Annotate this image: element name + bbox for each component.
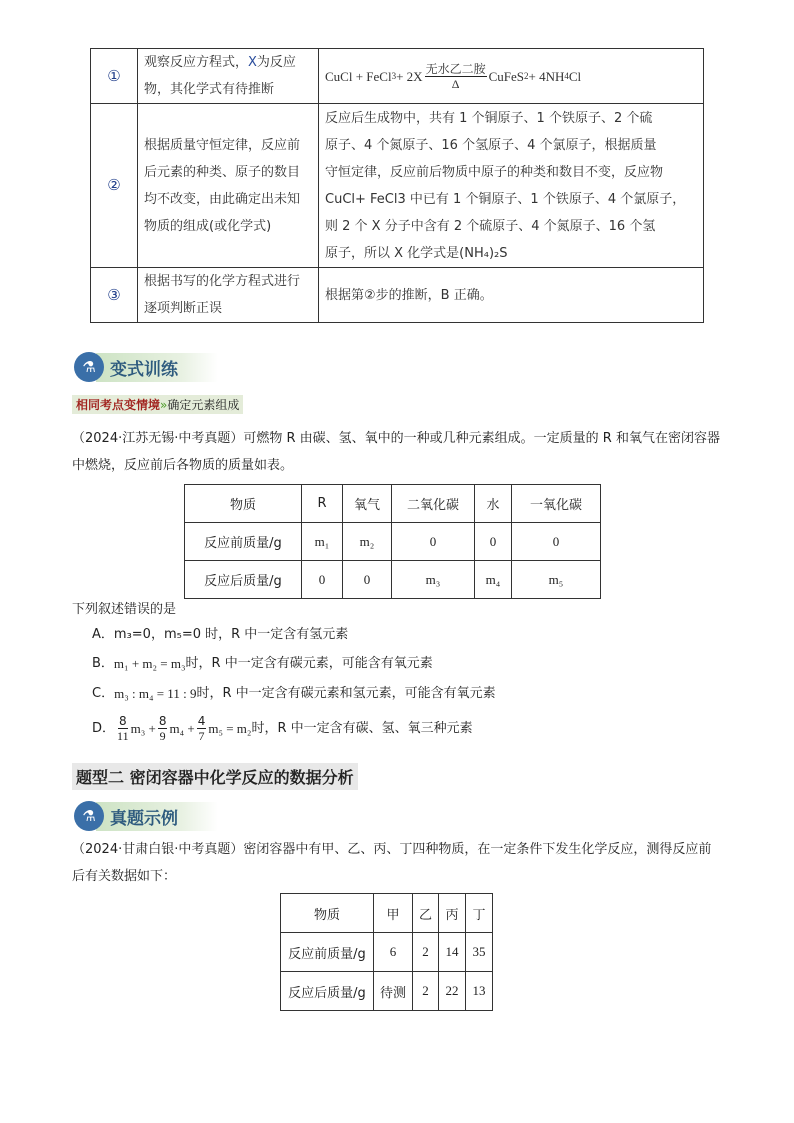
question-1-prompt: 下列叙述错误的是 (72, 602, 177, 617)
chemical-equation: CuCl + FeCl 3 + 2X $\frac{\text{无水乙二胺}}{\Delta}$ CuFeS 2 + 4NH 4 Cl (319, 49, 704, 104)
question-2-table (280, 893, 493, 1011)
step-number: ③ (91, 268, 138, 323)
table-header-row: 物质 甲 乙 丙 丁 (281, 894, 493, 933)
section-badge-variant-training (74, 352, 218, 382)
option-b[interactable]: B． m₁ + m₂ = m₃ 时，R 中一定含有碳元素，可能含有氧元素 (92, 656, 433, 671)
reaction-condition: $\frac{\text{无水乙二胺}}{\Delta}$ (425, 61, 486, 91)
section-title: 变式训练 (96, 353, 218, 382)
step-detail: 根据第②步的推断，B 正确。 (319, 268, 704, 323)
flask-icon: ⚗ (74, 801, 104, 831)
flask-icon: ⚗ (74, 352, 104, 382)
step-method: 根据质量守恒定律，反应前后元素的种类、原子的数目均不改变，由此确定出未知物质的组成(或化学式) (138, 104, 319, 268)
step-method: 观察反应方程式，X为反应 物，其化学式有待推断 (138, 49, 319, 104)
analysis-row-2 (91, 104, 704, 268)
question-1-table (184, 484, 601, 599)
question-1-stem: （2024·江苏无锡·中考真题）可燃物 R 由碳、氢、氧中的一种或几种元素组成。一定质量的 R 和氧气在密闭容器中燃烧，反应前后各物质的质量如表。 (72, 431, 720, 473)
table-header-row: 物质 R 氧气 二氧化碳 水 一氧化碳 (185, 485, 601, 523)
analysis-table (90, 48, 704, 323)
option-a[interactable]: A． m₃=0，m₅=0 时，R 中一定含有氢元素 (92, 627, 349, 642)
step-number: ① (91, 49, 138, 104)
analysis-row-3 (91, 268, 704, 323)
option-d[interactable]: D． $\frac{8}{11}$ m₃ + $\frac{8}{9}$ m₄ + $\frac{4}{7}$ m₅ = m₂ 时，R 中一定含有碳、氢、氧三种元素 (92, 714, 473, 743)
table-row: 反应后质量/g 0 0 m₃ m₄ m₅ (185, 561, 601, 599)
double-arrow-icon: » (160, 398, 168, 412)
table-row: 反应后质量/g 待测 2 22 13 (281, 972, 493, 1011)
step-method: 根据书写的化学方程式进行逐项判断正误 (138, 268, 319, 323)
table-row: 反应前质量/g m₁ m₂ 0 0 0 (185, 523, 601, 561)
topic-tag: 相同考点变情境»确定元素组成 (72, 395, 243, 414)
option-c[interactable]: C． m₃ : m₄ = 11 : 9 时，R 中一定含有碳元素和氢元素，可能含有氧元素 (92, 686, 496, 701)
analysis-row-1 (91, 49, 704, 104)
section-title: 真题示例 (96, 802, 218, 831)
step-detail: 反应后生成物中，共有 1 个铜原子、1 个铁原子、2 个硫 原子、4 个氮原子、16 个氢原子、4 个氯原子，根据质量 守恒定律，反应前后物质中原子的种类和数目不变，反应物 CuCl+ FeCl3 中已有 1 个铜原子、1 个铁原子、4 个氯原子， 则 2 个 X 分子中含有 2 个硫原子、4 个氮原子、16 个氢 原子，所以 X 化学式是(NH₄)₂S (319, 104, 704, 268)
question-2-stem: （2024·甘肃白银·中考真题）密闭容器中有甲、乙、丙、丁四种物质，在一定条件下发生化学反应，测得反应前后有关数据如下： (72, 842, 712, 884)
table-row: 反应前质量/g 6 2 14 35 (281, 933, 493, 972)
section-heading-type-2: 题型二 密闭容器中化学反应的数据分析 (72, 763, 358, 790)
section-badge-real-exam (74, 801, 218, 831)
step-number: ② (91, 104, 138, 268)
